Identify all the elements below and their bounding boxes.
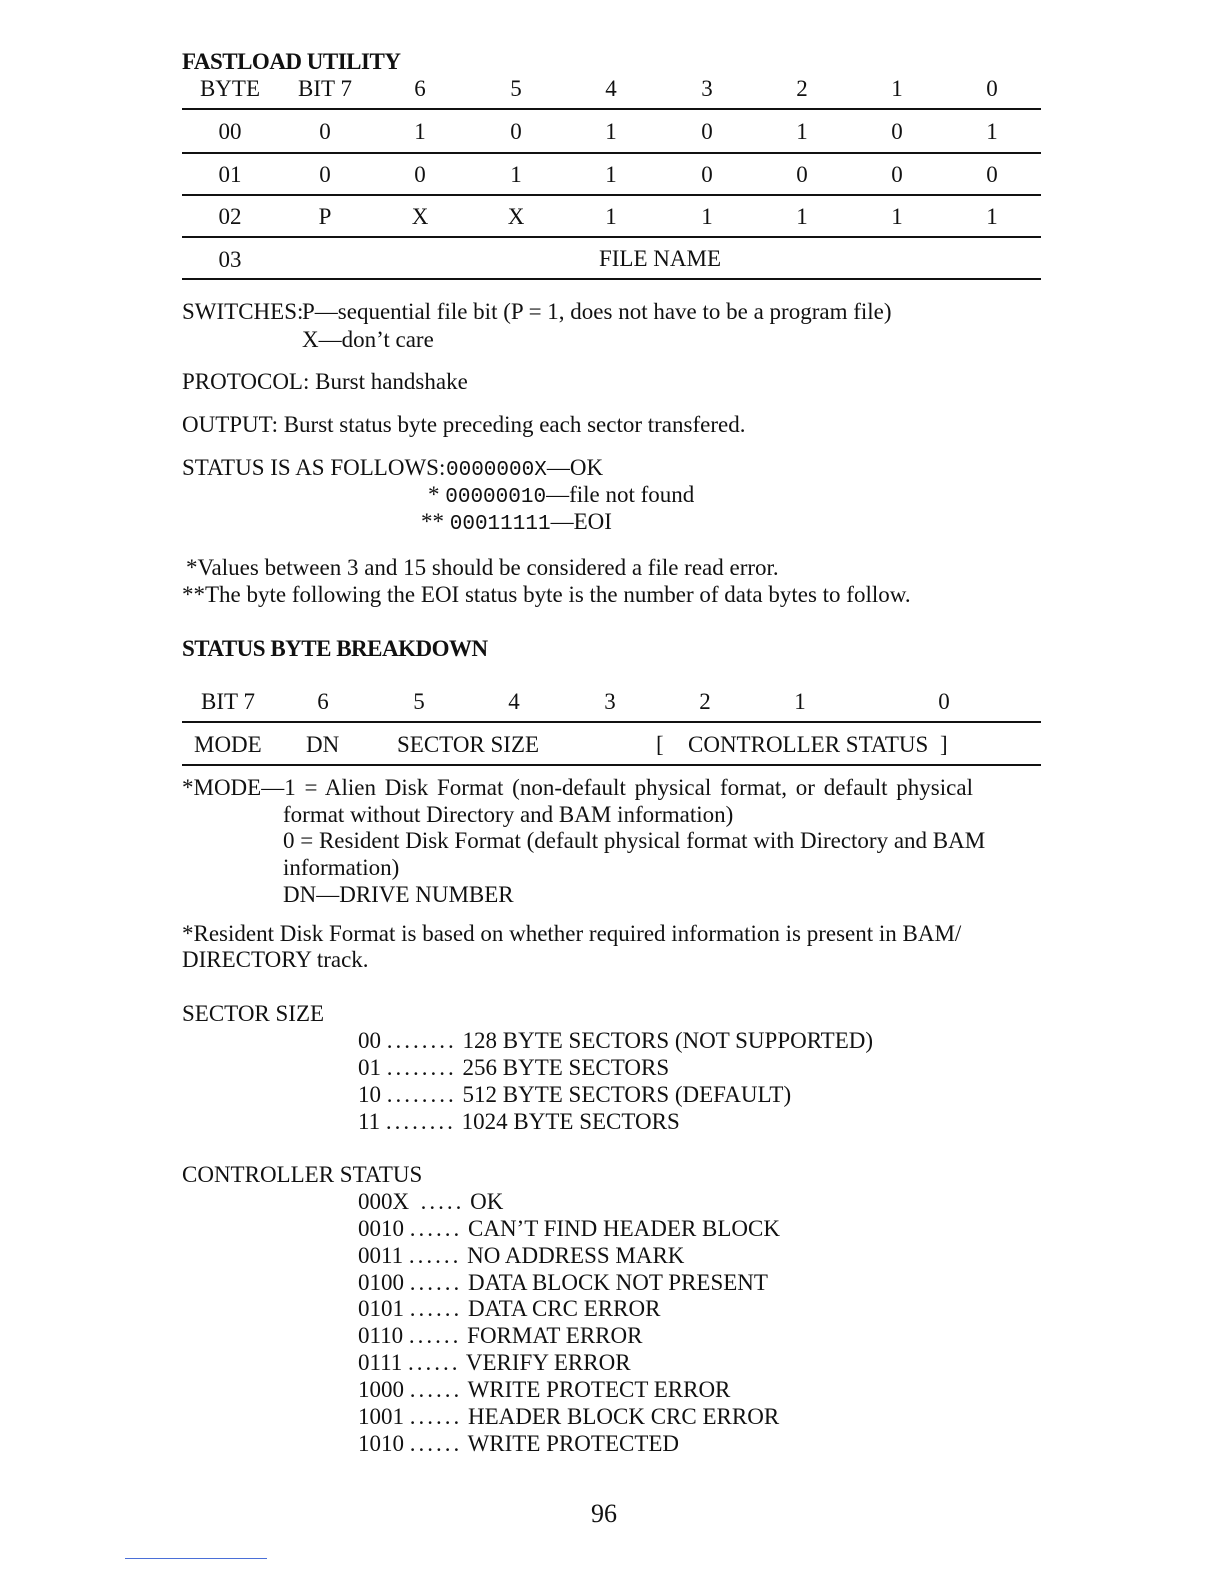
table-cell: 1: [796, 204, 808, 229]
table-cell: 0: [701, 162, 713, 187]
bracket-close: ]: [940, 732, 948, 757]
list-item: [358, 1324, 642, 1347]
header-bit3: 3: [701, 76, 713, 101]
item-desc: OK: [470, 1189, 504, 1214]
file-name-label: FILE NAME: [598, 246, 722, 271]
list-item: [358, 1378, 730, 1401]
item-dots: ......: [409, 1377, 463, 1402]
table-cell: 03: [218, 247, 242, 272]
breakdown-title: STATUS BYTE BREAKDOWN: [182, 636, 488, 661]
note-read-error: *Values between 3 and 15 should be considered a file read error.: [186, 555, 779, 580]
header-bit6: 6: [317, 689, 329, 714]
list-item: [358, 1432, 679, 1455]
item-dots: ......: [408, 1350, 461, 1375]
table-rule: [182, 278, 1041, 280]
table-cell: 0: [986, 162, 998, 187]
item-desc: VERIFY ERROR: [465, 1350, 631, 1375]
list-item: [358, 1056, 669, 1079]
item-code: 11: [358, 1109, 381, 1134]
switches-line1: P—sequential file bit (P = 1, does not have to be a program file): [302, 299, 892, 324]
item-dots: ........: [386, 1055, 457, 1080]
item-dots: ......: [409, 1296, 463, 1321]
table-cell: 0: [414, 162, 426, 187]
page-number: 96: [591, 1499, 617, 1528]
item-code: 0101: [358, 1296, 404, 1321]
item-desc: 512 BYTE SECTORS (DEFAULT): [462, 1082, 792, 1107]
table-cell: 1: [891, 204, 903, 229]
item-code: 0110: [358, 1323, 404, 1348]
item-dots: ........: [385, 1109, 456, 1134]
protocol-text: PROTOCOL: Burst handshake: [182, 369, 468, 394]
status-desc: —file not found: [546, 482, 695, 507]
sector-size-label: SECTOR SIZE: [182, 1001, 325, 1026]
item-desc: WRITE PROTECTED: [467, 1431, 680, 1456]
status-code: 0000000X: [446, 459, 547, 482]
item-code: 000X: [358, 1189, 410, 1214]
item-code: 1000: [358, 1377, 404, 1402]
item-dots: ........: [386, 1028, 457, 1053]
header-bit5: 5: [510, 76, 522, 101]
item-desc: 256 BYTE SECTORS: [462, 1055, 670, 1080]
item-dots: ......: [409, 1270, 463, 1295]
item-dots: ......: [408, 1323, 462, 1348]
item-code: 10: [358, 1082, 381, 1107]
switches-label: SWITCHES:: [182, 299, 304, 324]
field-mode: MODE: [194, 732, 262, 757]
header-bit7: BIT 7: [201, 689, 255, 714]
table-cell: 02: [218, 204, 242, 229]
header-bit0: 0: [986, 76, 998, 101]
header-bit4: 4: [508, 689, 520, 714]
header-bit6: 6: [414, 76, 426, 101]
table-rule: [182, 194, 1041, 196]
list-item: [358, 1083, 791, 1106]
output-text: OUTPUT: Burst status byte preceding each sector transfered.: [182, 412, 746, 437]
table-cell: 1: [986, 204, 998, 229]
status-label: STATUS IS AS FOLLOWS:: [182, 455, 446, 480]
status-code: 00000010: [445, 486, 547, 509]
item-dots: ......: [409, 1404, 463, 1429]
table-cell: 00: [218, 119, 242, 144]
item-desc: FORMAT ERROR: [467, 1323, 643, 1348]
table-cell: 1: [605, 204, 617, 229]
table-cell: 0: [319, 119, 331, 144]
item-dots: ......: [408, 1243, 462, 1268]
table-cell: 0: [891, 119, 903, 144]
table-cell: 0: [891, 162, 903, 187]
item-desc: WRITE PROTECT ERROR: [467, 1377, 731, 1402]
status-marker: **: [421, 509, 444, 534]
table-cell: 1: [605, 162, 617, 187]
table-cell: 0: [510, 119, 522, 144]
header-bit1: 1: [794, 689, 806, 714]
status-item: [446, 456, 603, 481]
footer-divider: [125, 1558, 267, 1559]
header-bit5: 5: [413, 689, 425, 714]
header-bit7: BIT 7: [298, 76, 352, 101]
table-rule: [182, 764, 1041, 766]
status-marker: *: [428, 482, 440, 507]
mode-line4: information): [283, 855, 400, 880]
list-item: [358, 1244, 684, 1267]
table-rule: [182, 108, 1041, 110]
list-item: [358, 1190, 503, 1213]
status-item: [421, 510, 612, 535]
header-bit4: 4: [605, 76, 617, 101]
status-item: [428, 483, 694, 508]
table-cell: 1: [510, 162, 522, 187]
item-desc: NO ADDRESS MARK: [467, 1243, 685, 1268]
status-code: 00011111: [449, 513, 551, 536]
header-byte: BYTE: [199, 76, 261, 101]
item-code: 0111: [358, 1350, 403, 1375]
item-code: 0100: [358, 1270, 404, 1295]
list-item: [358, 1297, 660, 1320]
table-cell: 1: [986, 119, 998, 144]
table-cell: 1: [414, 119, 426, 144]
table-cell: 0: [701, 119, 713, 144]
table-cell: X: [411, 204, 429, 229]
field-sector-size: SECTOR SIZE: [397, 732, 540, 757]
table-cell: 0: [319, 162, 331, 187]
table-cell: 1: [796, 119, 808, 144]
field-dn: DN: [306, 732, 340, 757]
item-code: 1010: [358, 1431, 404, 1456]
list-item: [358, 1217, 780, 1240]
list-item: [358, 1351, 631, 1374]
resident-note-line2: DIRECTORY track.: [182, 947, 369, 972]
header-bit3: 3: [604, 689, 616, 714]
field-controller-status: CONTROLLER STATUS: [688, 732, 929, 757]
table-cell: 0: [796, 162, 808, 187]
list-item: [358, 1271, 768, 1294]
status-desc: —OK: [546, 455, 604, 480]
item-code: 0010: [358, 1216, 404, 1241]
table-cell: X: [507, 204, 525, 229]
item-desc: DATA CRC ERROR: [468, 1296, 661, 1321]
header-bit2: 2: [699, 689, 711, 714]
item-dots: ......: [409, 1216, 463, 1241]
table-cell: 01: [218, 162, 242, 187]
table-rule: [182, 236, 1041, 238]
item-code: 1001: [358, 1404, 404, 1429]
header-bit2: 2: [796, 76, 808, 101]
mode-line1: *MODE—1 = Alien Disk Format (non-default physical format, or default physical: [182, 775, 973, 800]
mode-line3: 0 = Resident Disk Format (default physical format with Directory and BAM: [283, 828, 986, 853]
item-code: 0011: [358, 1243, 404, 1268]
status-desc: —EOI: [550, 509, 612, 534]
table-cell: P: [318, 204, 332, 229]
item-code: 01: [358, 1055, 381, 1080]
item-dots: ......: [409, 1431, 463, 1456]
item-desc: 1024 BYTE SECTORS: [461, 1109, 680, 1134]
item-desc: DATA BLOCK NOT PRESENT: [468, 1270, 768, 1295]
item-code: 00: [358, 1028, 381, 1053]
note-eoi: **The byte following the EOI status byte is the number of data bytes to follow.: [182, 582, 911, 607]
table-rule: [182, 721, 1041, 723]
fastload-title: FASTLOAD UTILITY: [182, 49, 401, 74]
table-cell: 1: [605, 119, 617, 144]
item-dots: ........: [386, 1082, 457, 1107]
mode-line2: format without Directory and BAM information): [283, 802, 734, 827]
item-dots: .....: [420, 1189, 465, 1214]
table-cell: 1: [701, 204, 713, 229]
mode-line5: DN—DRIVE NUMBER: [283, 882, 514, 907]
list-item: [358, 1405, 779, 1428]
item-desc: CAN’T FIND HEADER BLOCK: [468, 1216, 780, 1241]
header-bit1: 1: [891, 76, 903, 101]
controller-status-label: CONTROLLER STATUS: [182, 1162, 423, 1187]
item-desc: 128 BYTE SECTORS (NOT SUPPORTED): [462, 1028, 874, 1053]
switches-line2: X—don’t care: [302, 327, 434, 352]
header-bit0: 0: [938, 689, 950, 714]
item-desc: HEADER BLOCK CRC ERROR: [468, 1404, 780, 1429]
resident-note-line1: *Resident Disk Format is based on whether required information is present in BAM/: [182, 921, 962, 946]
table-rule: [182, 152, 1041, 154]
list-item: [358, 1110, 680, 1133]
list-item: [358, 1029, 873, 1052]
bracket-open: [: [656, 732, 664, 757]
